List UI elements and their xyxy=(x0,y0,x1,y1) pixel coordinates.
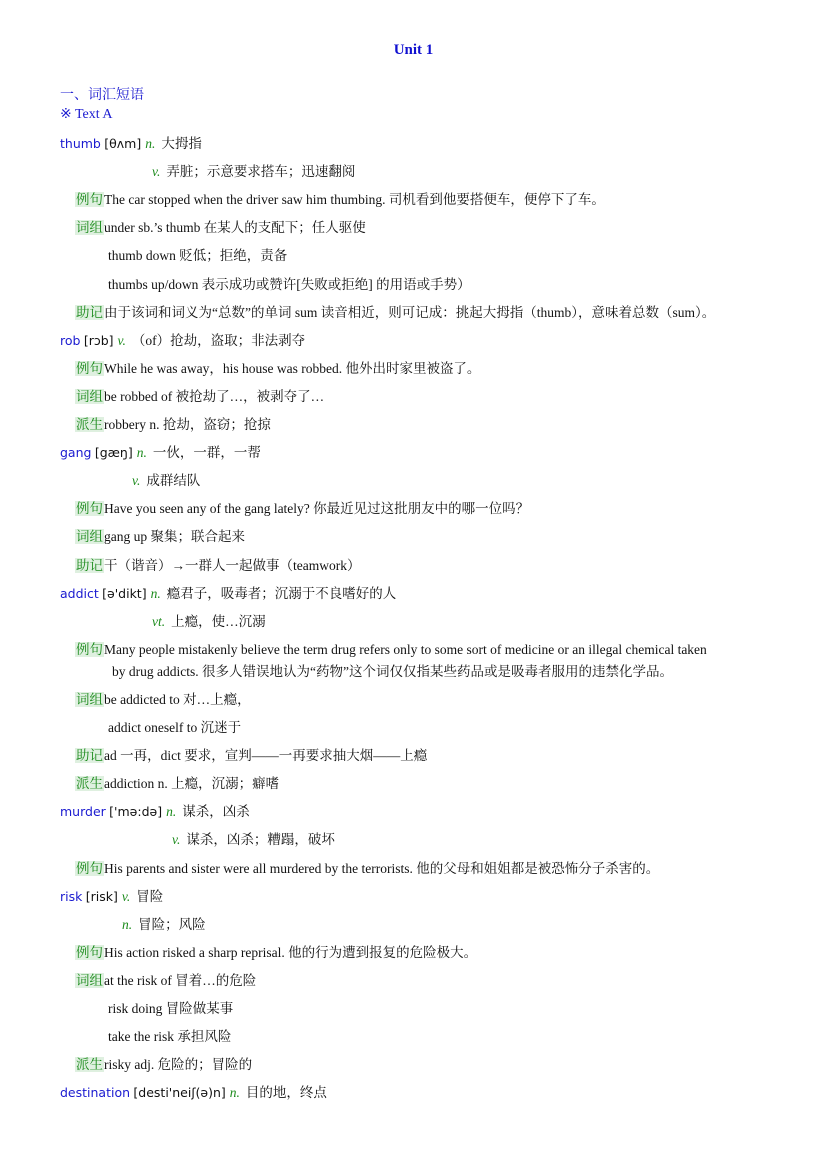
item-label: 例句 xyxy=(76,192,103,208)
item-continuation: risk doing 冒险做某事 xyxy=(108,1001,234,1016)
definition: 目的地，终点 xyxy=(245,1085,327,1101)
item-continuation: thumb down 贬低；拒绝，责备 xyxy=(108,248,288,264)
phonetic: [θʌm] xyxy=(104,136,142,151)
item-line xyxy=(75,942,477,964)
phonetic: [desti'neiʃ(ə)n] xyxy=(133,1085,226,1101)
item-label: 派生 xyxy=(76,776,103,792)
part-of-speech: v. xyxy=(132,473,141,489)
item-line xyxy=(75,858,659,880)
definition: 谋杀，凶杀；糟蹋，破坏 xyxy=(186,832,335,848)
item-text: ad 一再，dict 要求，宣判——一再要求抽大烟——上瘾 xyxy=(104,748,428,764)
entry-line xyxy=(60,330,305,352)
headword: thumb xyxy=(60,136,101,151)
entry-line xyxy=(128,470,200,492)
item-line xyxy=(75,1054,252,1076)
item-continuation: take the risk 承担风险 xyxy=(108,1029,232,1045)
item-label: 例句 xyxy=(76,360,103,376)
entry-line xyxy=(60,583,396,605)
item-text: addiction n. 上瘾，沉溺；癖嗜 xyxy=(104,776,280,792)
item-line xyxy=(75,189,605,211)
phonetic: ['mə:də] xyxy=(109,804,163,820)
item-line xyxy=(75,414,271,436)
item-line xyxy=(75,689,251,711)
item-text: His action risked a sharp reprisal. 他的行为遭到报复的危险极大。 xyxy=(104,944,478,960)
item-text: at the risk of 冒着…的危险 xyxy=(104,972,257,988)
part-of-speech: n. xyxy=(145,136,156,151)
item-label: 派生 xyxy=(76,1057,103,1073)
headword: addict xyxy=(60,585,99,601)
item-text: While he was away，his house was robbed. 他外出时家里被盗了。 xyxy=(104,360,481,376)
item-text: be robbed of 被抢劫了…，被剥夺了… xyxy=(104,388,325,404)
entry-line xyxy=(60,1082,327,1104)
item-line xyxy=(75,217,366,239)
entry-line xyxy=(168,829,335,851)
item-label: 助记 xyxy=(76,557,103,573)
item-line xyxy=(75,302,715,324)
item-label: 词组 xyxy=(76,691,103,707)
part-of-speech: v. xyxy=(117,332,126,348)
entry-line xyxy=(60,886,163,908)
item-text: be addicted to 对…上瘾， xyxy=(104,691,251,707)
part-of-speech: n. xyxy=(136,445,147,461)
item-text: 由于该词和词义为“总数”的单词 sum 读音相近，则可记成：挑起大拇指（thumb），意味着总数（sum）。 xyxy=(104,304,716,320)
item-line xyxy=(75,639,707,661)
item-text: under sb.’s thumb 在某人的支配下；任人驱使 xyxy=(104,220,366,236)
item-label: 词组 xyxy=(76,220,103,236)
part-of-speech: n. xyxy=(166,804,177,820)
part-of-speech: n. xyxy=(229,1085,240,1101)
item-label: 派生 xyxy=(76,417,103,432)
item-line xyxy=(75,970,256,992)
entry-line xyxy=(118,914,206,936)
headword: risk xyxy=(60,888,83,904)
item-line xyxy=(75,745,427,767)
definition: 冒险；风险 xyxy=(138,916,206,932)
item-label: 例句 xyxy=(76,641,103,657)
item-text: Have you seen any of the gang lately? 你最近见过这批朋友中的哪一位吗？ xyxy=(104,501,530,517)
item-continuation: thumbs up/down 表示成功或赞许[失败或拒绝] 的用语或手势） xyxy=(108,276,471,292)
item-label: 例句 xyxy=(76,944,103,960)
item-line xyxy=(75,386,324,408)
phonetic: [rɔb] xyxy=(83,332,114,348)
item-text: 干（谐音）→一群人一起做事（teamwork） xyxy=(104,557,361,573)
phonetic: [gæŋ] xyxy=(94,445,133,461)
item-label: 例句 xyxy=(76,501,103,517)
entry-line xyxy=(60,133,202,155)
headword: rob xyxy=(60,332,81,348)
item-label: 词组 xyxy=(76,972,103,988)
item-text: His parents and sister were all murdered by the terrorists. 他的父母和姐姐都是被恐怖分子杀害的。 xyxy=(104,860,660,876)
item-line xyxy=(75,773,279,795)
definition: （of）抢劫，盗取；非法剥夺 xyxy=(131,332,306,348)
item-continuation: by drug addicts. 很多人错误地认为“药物”这个词仅仅指某些药品或是吸毒者服用的违禁化学品。 xyxy=(112,663,673,679)
item-label: 词组 xyxy=(76,529,103,545)
item-label: 例句 xyxy=(76,860,103,876)
part-of-speech: vt. xyxy=(152,613,166,629)
part-of-speech: v. xyxy=(121,888,131,904)
item-text: Many people mistakenly believe the term drug refers only to some sort of medicine or an illegal chemical taken xyxy=(104,641,707,657)
phonetic: [risk] xyxy=(85,888,118,904)
item-text: robbery n. 抢劫，盗窃；抢掠 xyxy=(104,417,271,432)
entry-line xyxy=(148,161,355,183)
definition: 瘾君子，吸毒者；沉溺于不良嗜好的人 xyxy=(166,585,397,601)
item-continuation: addict oneself to 沉迷于 xyxy=(108,720,242,735)
item-text: The car stopped when the driver saw him thumbing. 司机看到他要搭便车，便停下了车。 xyxy=(104,192,605,208)
definition: 冒险 xyxy=(136,888,164,904)
headword: destination xyxy=(60,1085,131,1101)
part-of-speech: v. xyxy=(172,832,181,848)
headword: murder xyxy=(60,804,106,820)
definition: 大拇指 xyxy=(161,136,202,151)
entry-line xyxy=(148,611,266,633)
section-heading: 一、词汇短语 xyxy=(60,88,144,103)
entry-line xyxy=(60,801,250,823)
item-text: gang up 聚集；联合起来 xyxy=(104,529,245,545)
part-of-speech: n. xyxy=(150,585,161,601)
definition: 谋杀，凶杀 xyxy=(182,804,250,820)
item-line xyxy=(75,358,480,380)
item-text: risky adj. 危险的；冒险的 xyxy=(104,1057,253,1073)
definition: 上瘾，使…沉溺 xyxy=(171,613,266,629)
definition: 弄脏；示意要求搭车；迅速翻阅 xyxy=(166,164,356,180)
subsection-heading: ※ Text A xyxy=(60,107,113,122)
item-line xyxy=(75,526,245,548)
entry-line xyxy=(60,442,261,464)
unit-title: Unit 1 xyxy=(393,42,434,58)
headword: gang xyxy=(60,445,92,461)
item-line xyxy=(75,555,360,577)
phonetic: [ə'dikt] xyxy=(102,585,147,601)
item-label: 助记 xyxy=(76,304,103,320)
item-label: 助记 xyxy=(76,748,103,764)
definition: 一伙，一群，一帮 xyxy=(152,445,261,461)
item-line xyxy=(75,498,529,520)
part-of-speech: n. xyxy=(122,916,133,932)
item-label: 词组 xyxy=(76,388,103,404)
part-of-speech: v. xyxy=(152,164,161,180)
definition: 成群结队 xyxy=(146,473,201,489)
